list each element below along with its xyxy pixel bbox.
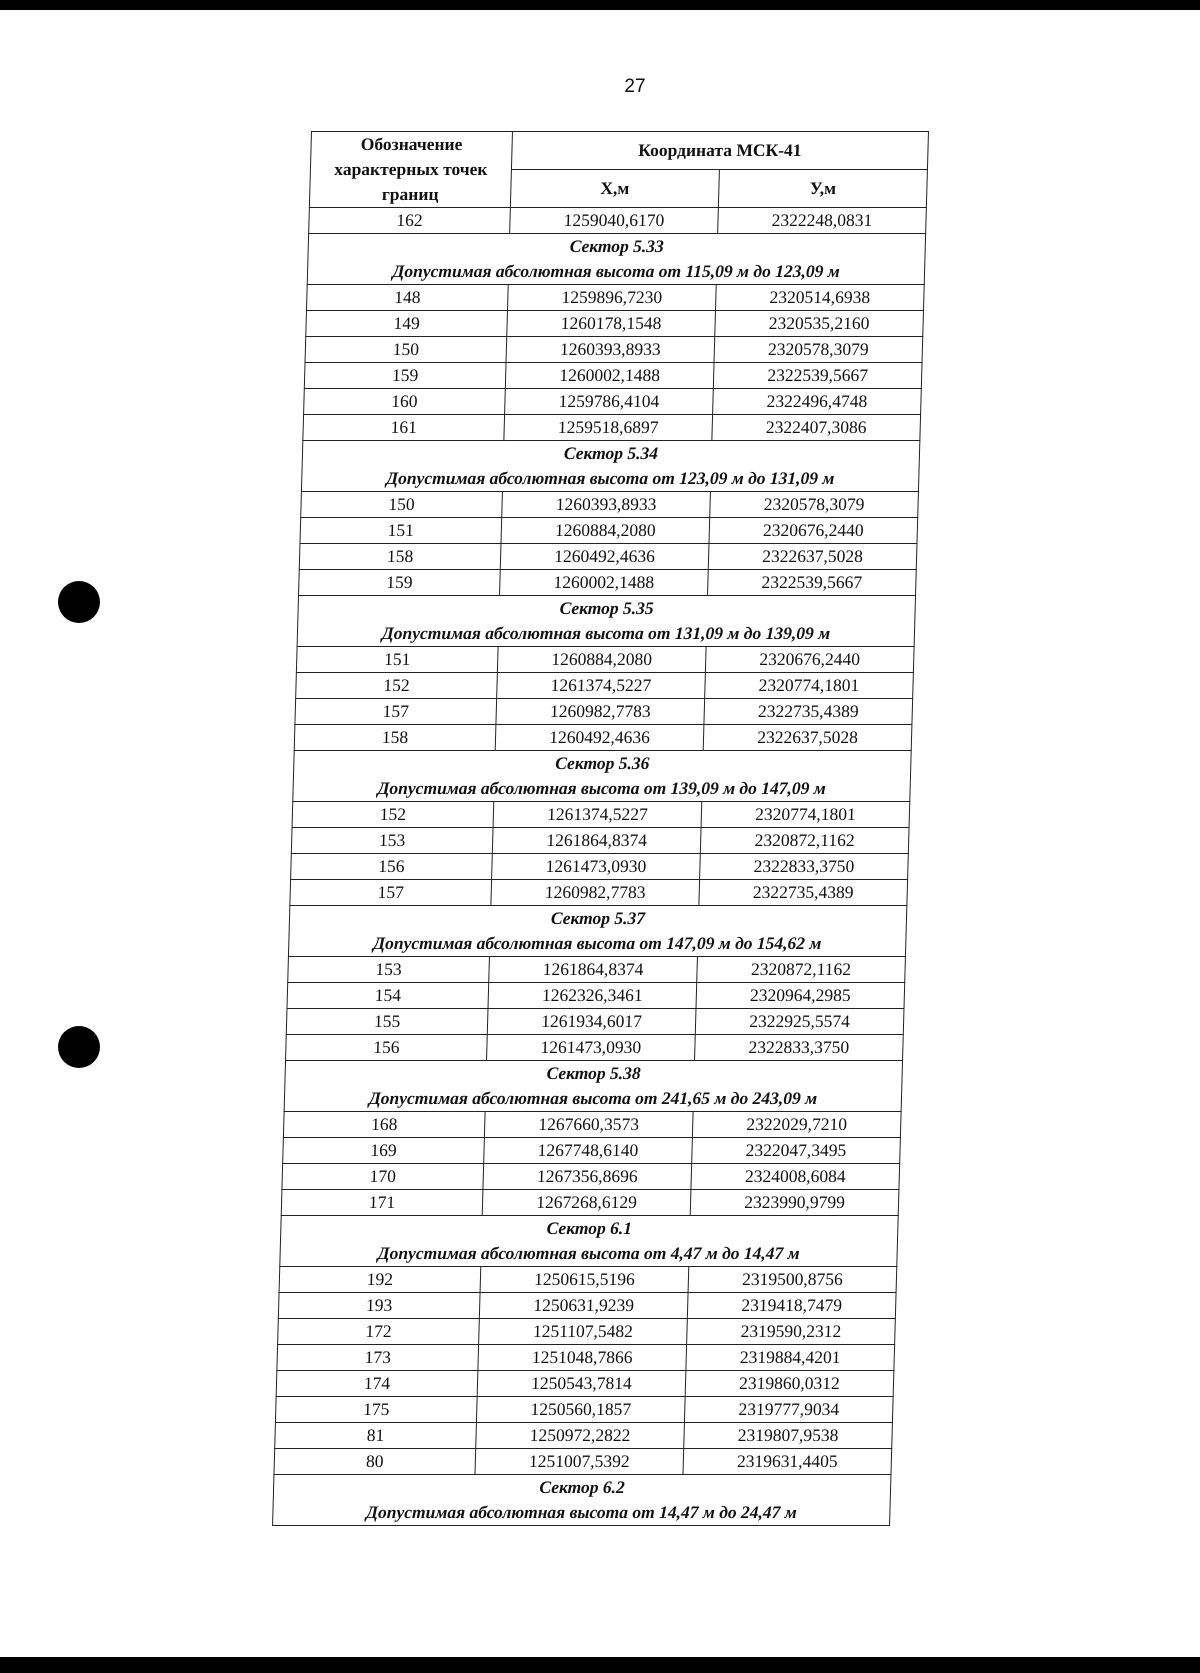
y-value: 2322833,3750 bbox=[695, 1035, 904, 1061]
point-id: 168 bbox=[283, 1112, 485, 1138]
x-value: 1251048,7866 bbox=[478, 1345, 687, 1371]
y-value: 2319777,9034 bbox=[684, 1397, 893, 1423]
punch-hole-lower bbox=[58, 1026, 100, 1068]
table-row bbox=[299, 570, 917, 596]
sector-altitude-label: Допустимая абсолютная высота от 123,09 м до 131,09 м bbox=[385, 468, 835, 488]
sector-header-row bbox=[297, 596, 915, 647]
y-value: 2322735,4389 bbox=[704, 699, 913, 725]
y-value: 2320514,6938 bbox=[715, 285, 924, 311]
y-value: 2322539,5667 bbox=[713, 363, 922, 389]
y-value: 2320774,1801 bbox=[701, 802, 910, 828]
table-row bbox=[288, 957, 906, 983]
x-value: 1250615,5196 bbox=[480, 1267, 689, 1293]
point-id: 154 bbox=[287, 983, 489, 1009]
scan-bottom-border bbox=[0, 1657, 1200, 1673]
sector-title: Сектор 5.36 bbox=[555, 753, 650, 773]
table-row bbox=[291, 828, 909, 854]
sector-caption bbox=[297, 596, 915, 647]
table-row bbox=[304, 363, 922, 389]
y-value: 2319807,9538 bbox=[684, 1423, 893, 1449]
point-id: 155 bbox=[286, 1009, 488, 1035]
point-id: 169 bbox=[283, 1138, 485, 1164]
sector-altitude-label: Допустимая абсолютная высота от 139,09 м до 147,09 м bbox=[377, 778, 827, 798]
table-row bbox=[291, 854, 909, 880]
x-value: 1250972,2822 bbox=[476, 1423, 685, 1449]
y-value: 2319500,8756 bbox=[688, 1267, 897, 1293]
x-value: 1261473,0930 bbox=[487, 1035, 696, 1061]
x-value: 1251107,5482 bbox=[479, 1319, 688, 1345]
x-value: 1267660,3573 bbox=[484, 1112, 693, 1138]
table-row bbox=[301, 492, 919, 518]
x-value: 1260492,4636 bbox=[500, 544, 709, 570]
y-value: 2319884,4201 bbox=[686, 1345, 895, 1371]
sector-altitude-label: Допустимая абсолютная высота от 147,09 м до 154,62 м bbox=[372, 933, 822, 953]
y-value: 2322029,7210 bbox=[692, 1112, 901, 1138]
table-row bbox=[286, 1009, 904, 1035]
sector-altitude-label: Допустимая абсолютная высота от 4,47 м до 14,47 м bbox=[377, 1243, 800, 1263]
table-row bbox=[309, 208, 927, 234]
scan-top-border bbox=[0, 0, 1200, 10]
table-row bbox=[275, 1397, 893, 1423]
y-value: 2319860,0312 bbox=[685, 1371, 894, 1397]
sector-header-row bbox=[293, 751, 911, 802]
y-value: 2322248,0831 bbox=[718, 208, 927, 234]
y-value: 2322925,5574 bbox=[695, 1009, 904, 1035]
sector-caption bbox=[288, 906, 906, 957]
sector-header-row bbox=[307, 234, 925, 285]
sector-altitude-label: Допустимая абсолютная высота от 241,65 м до 243,09 м bbox=[368, 1088, 818, 1108]
table-row bbox=[303, 415, 921, 441]
y-value: 2319590,2312 bbox=[687, 1319, 896, 1345]
sector-caption bbox=[273, 1475, 891, 1526]
table-row bbox=[283, 1138, 901, 1164]
sector-caption bbox=[293, 751, 911, 802]
point-id: 153 bbox=[288, 957, 490, 983]
point-id: 149 bbox=[306, 311, 508, 337]
y-value: 2320578,3079 bbox=[710, 492, 919, 518]
sector-title: Сектор 6.2 bbox=[539, 1477, 626, 1497]
sector-altitude-label: Допустимая абсолютная высота от 115,09 м до 123,09 м bbox=[392, 261, 841, 281]
x-value: 1261934,6017 bbox=[487, 1009, 696, 1035]
table-row bbox=[292, 802, 910, 828]
y-value: 2322637,5028 bbox=[708, 544, 917, 570]
table-row bbox=[283, 1112, 901, 1138]
point-id: 173 bbox=[277, 1345, 479, 1371]
sector-title: Сектор 5.35 bbox=[559, 598, 655, 618]
x-value: 1260393,8933 bbox=[506, 337, 715, 363]
coordinates-table bbox=[272, 131, 929, 1526]
point-id: 161 bbox=[303, 415, 505, 441]
point-id: 80 bbox=[274, 1449, 476, 1475]
x-value: 1260002,1488 bbox=[500, 570, 709, 596]
point-id: 158 bbox=[299, 544, 501, 570]
x-value: 1259786,4104 bbox=[505, 389, 714, 415]
sector-altitude-label: Допустимая абсолютная высота от 14,47 м до 24,47 м bbox=[365, 1502, 798, 1522]
table-row bbox=[282, 1164, 900, 1190]
table-row bbox=[296, 647, 914, 673]
sector-header-row bbox=[284, 1061, 902, 1112]
table-row bbox=[275, 1423, 893, 1449]
point-id: 151 bbox=[300, 518, 502, 544]
point-id: 159 bbox=[299, 570, 501, 596]
y-value: 2320774,1801 bbox=[705, 673, 914, 699]
table-row bbox=[300, 518, 918, 544]
x-value: 1250631,9239 bbox=[479, 1293, 688, 1319]
x-value: 1260393,8933 bbox=[502, 492, 711, 518]
point-id: 151 bbox=[296, 647, 498, 673]
point-id: 152 bbox=[296, 673, 498, 699]
table-row bbox=[277, 1345, 895, 1371]
table-row bbox=[295, 699, 913, 725]
point-id: 158 bbox=[294, 725, 496, 751]
point-id: 157 bbox=[295, 699, 497, 725]
x-value: 1260982,7783 bbox=[491, 880, 700, 906]
x-value: 1250560,1857 bbox=[476, 1397, 685, 1423]
point-id: 159 bbox=[304, 363, 506, 389]
sector-header-row bbox=[301, 441, 919, 492]
point-id: 157 bbox=[290, 880, 492, 906]
point-id: 152 bbox=[292, 802, 494, 828]
sector-header-row bbox=[280, 1216, 898, 1267]
coordinates-table-body bbox=[273, 132, 929, 1526]
header-y: У,м bbox=[718, 170, 927, 208]
x-value: 1261374,5227 bbox=[493, 802, 702, 828]
sector-header-row bbox=[288, 906, 906, 957]
sector-title: Сектор 5.38 bbox=[546, 1063, 642, 1083]
point-id: 193 bbox=[278, 1293, 480, 1319]
x-value: 1261864,8374 bbox=[492, 828, 701, 854]
header-point-designation: Обозначение характерных точек границ bbox=[309, 132, 512, 208]
header-x: Х,м bbox=[510, 170, 719, 208]
x-value: 1267356,8696 bbox=[483, 1164, 692, 1190]
table-row bbox=[294, 725, 912, 751]
table-header-row bbox=[310, 132, 928, 170]
y-value: 2322047,3495 bbox=[692, 1138, 901, 1164]
header-coordinate-system: Координата МСК-41 bbox=[511, 132, 928, 170]
sector-caption bbox=[301, 441, 919, 492]
x-value: 1260178,1548 bbox=[507, 311, 716, 337]
x-value: 1260884,2080 bbox=[497, 647, 706, 673]
x-value: 1259518,6897 bbox=[504, 415, 713, 441]
sector-altitude-label: Допустимая абсолютная высота от 131,09 м до 139,09 м bbox=[381, 623, 831, 643]
x-value: 1251007,5392 bbox=[475, 1449, 684, 1475]
x-value: 1259896,7230 bbox=[507, 285, 716, 311]
y-value: 2320964,2985 bbox=[696, 983, 905, 1009]
point-id: 162 bbox=[309, 208, 511, 234]
point-id: 148 bbox=[306, 285, 508, 311]
sector-title: Сектор 5.34 bbox=[563, 443, 659, 463]
sector-header-row bbox=[273, 1475, 891, 1526]
point-id: 172 bbox=[278, 1319, 480, 1345]
y-value: 2320872,1162 bbox=[697, 957, 906, 983]
table-row bbox=[306, 285, 924, 311]
y-value: 2323990,9799 bbox=[690, 1190, 899, 1216]
table-row bbox=[287, 983, 905, 1009]
y-value: 2319418,7479 bbox=[687, 1293, 896, 1319]
x-value: 1260492,4636 bbox=[495, 725, 704, 751]
x-value: 1267268,6129 bbox=[482, 1190, 691, 1216]
x-value: 1261374,5227 bbox=[497, 673, 706, 699]
point-id: 171 bbox=[281, 1190, 483, 1216]
point-id: 150 bbox=[301, 492, 503, 518]
point-id: 192 bbox=[279, 1267, 481, 1293]
point-id: 156 bbox=[291, 854, 493, 880]
y-value: 2322407,3086 bbox=[712, 415, 921, 441]
y-value: 2320872,1162 bbox=[700, 828, 909, 854]
point-id: 153 bbox=[291, 828, 493, 854]
y-value: 2320676,2440 bbox=[705, 647, 914, 673]
point-id: 81 bbox=[275, 1423, 477, 1449]
table-row bbox=[286, 1035, 904, 1061]
sector-caption bbox=[307, 234, 925, 285]
punch-hole-upper bbox=[58, 581, 100, 623]
x-value: 1261864,8374 bbox=[489, 957, 698, 983]
sector-title: Сектор 5.33 bbox=[569, 236, 665, 256]
table-row bbox=[299, 544, 917, 570]
sector-title: Сектор 6.1 bbox=[546, 1218, 633, 1238]
table-row bbox=[278, 1319, 896, 1345]
y-value: 2320676,2440 bbox=[709, 518, 918, 544]
y-value: 2319631,4405 bbox=[683, 1449, 892, 1475]
sector-title: Сектор 5.37 bbox=[550, 908, 646, 928]
x-value: 1260884,2080 bbox=[501, 518, 710, 544]
sector-caption bbox=[284, 1061, 902, 1112]
x-value: 1259040,6170 bbox=[510, 208, 719, 234]
y-value: 2322637,5028 bbox=[703, 725, 912, 751]
x-value: 1260002,1488 bbox=[505, 363, 714, 389]
table-row bbox=[304, 389, 922, 415]
point-id: 150 bbox=[305, 337, 507, 363]
page-number: 27 bbox=[624, 76, 646, 97]
y-value: 2322735,4389 bbox=[699, 880, 908, 906]
x-value: 1262326,3461 bbox=[488, 983, 697, 1009]
table-row bbox=[279, 1267, 897, 1293]
x-value: 1260982,7783 bbox=[496, 699, 705, 725]
table-row bbox=[278, 1293, 896, 1319]
point-id: 160 bbox=[304, 389, 506, 415]
table-row bbox=[276, 1371, 894, 1397]
x-value: 1267748,6140 bbox=[484, 1138, 693, 1164]
table-row bbox=[296, 673, 914, 699]
table-row bbox=[281, 1190, 899, 1216]
x-value: 1250543,7814 bbox=[477, 1371, 686, 1397]
point-id: 170 bbox=[282, 1164, 484, 1190]
y-value: 2322539,5667 bbox=[708, 570, 917, 596]
y-value: 2324008,6084 bbox=[691, 1164, 900, 1190]
table-row bbox=[274, 1449, 892, 1475]
point-id: 175 bbox=[275, 1397, 477, 1423]
y-value: 2320535,2160 bbox=[715, 311, 924, 337]
y-value: 2320578,3079 bbox=[714, 337, 923, 363]
table-row bbox=[290, 880, 908, 906]
table-row bbox=[305, 337, 923, 363]
x-value: 1261473,0930 bbox=[492, 854, 701, 880]
point-id: 156 bbox=[286, 1035, 488, 1061]
table-row bbox=[306, 311, 924, 337]
point-id: 174 bbox=[276, 1371, 478, 1397]
sector-caption bbox=[280, 1216, 898, 1267]
y-value: 2322496,4748 bbox=[713, 389, 922, 415]
y-value: 2322833,3750 bbox=[700, 854, 909, 880]
